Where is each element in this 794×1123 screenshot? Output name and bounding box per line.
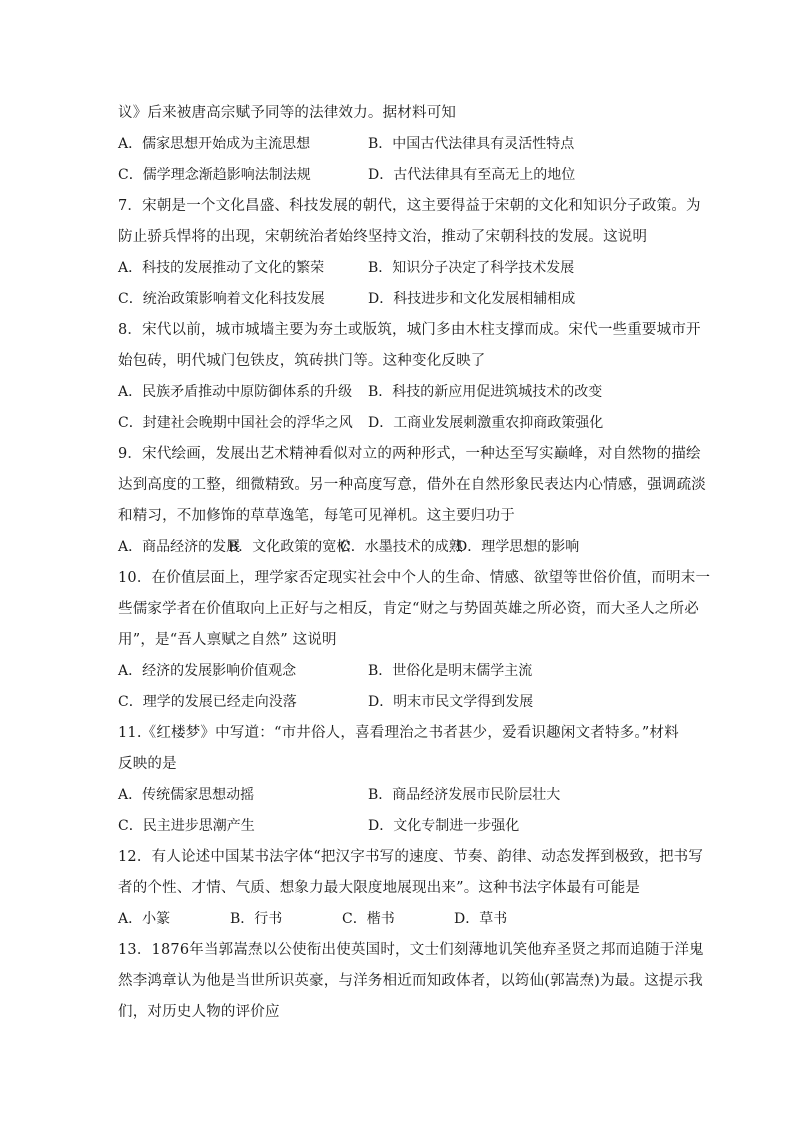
question-6-option-a: A．儒家思想开始成为主流思想 [118,136,311,152]
question-10-option-c: C．理学的发展已经走向没落 [118,694,297,710]
question-12-option-b: B．行书 [230,911,283,927]
question-7-options-row-2 [118,284,678,315]
question-9-options-row [118,532,678,563]
question-10-option-b: B．世俗化是明末儒学主流 [368,663,533,679]
question-13-stem-line-3: 们，对历史人物的评价应 [118,1004,280,1020]
question-8-option-b: B．科技的新应用促进筑城技术的改变 [368,384,603,400]
question-6-option-d: D．古代法律具有至高无上的地位 [368,167,576,183]
question-6-option-c: C．儒学理念渐趋影响法制法规 [118,167,311,183]
question-8-options-row-2 [118,408,678,439]
question-7-option-c: C．统治政策影响着文化科技发展 [118,291,325,307]
question-10-stem-line-3: 用”，是“吾人禀赋之自然” 这说明 [118,632,337,648]
question-9-option-c: C．水墨技术的成熟 [340,539,463,555]
question-13-stem-line-2: 然李鸿章认为他是当世所识英豪，与洋务相近而知政体者，以筠仙(郭嵩焘)为最。这提示我 [118,973,704,989]
question-8-options-row-1 [118,377,678,408]
question-11-options-row-2 [118,811,678,842]
question-10-option-a: A．经济的发展影响价值观念 [118,663,297,679]
question-6-options-row-1 [118,129,678,160]
question-7-stem-line-1: 7．宋朝是一个文化昌盛、科技发展的朝代，这主要得益于宋朝的文化和知识分子政策。为 [118,198,701,214]
question-8-option-d: D．工商业发展刺激重农抑商政策强化 [368,415,604,431]
question-11-stem-line-1: 11.《红楼梦》中写道：“市井俗人，喜看理治之书者甚少，爱看识趣闲文者特多。”材料 [118,725,679,741]
question-11-option-c: C．民主进步思潮产生 [118,818,255,834]
question-11-option-d: D．文化专制进一步强化 [368,818,520,834]
question-6-stem-end: 议》后来被唐高宗赋予同等的法律效力。据材料可知 [118,105,457,121]
question-9-stem-line-2: 达到高度的工整，细微精致。另一种高度写意，借外在自然形象民表达内心情感，强调疏淡 [118,477,706,493]
question-11-option-a: A．传统儒家思想动摇 [118,787,255,803]
question-11-stem-line-2: 反映的是 [118,756,177,772]
question-13-stem-line-1: 13．1876年当郭嵩焘以公使衔出使英国时，文士们刻薄地讥笑他弃圣贤之邦而追随于洋鬼 [118,942,704,958]
question-10-stem-line-2: 些儒家学者在价值取向上正好与之相反，肯定“财之与势固英雄之所必资，而大圣人之所必 [118,601,699,617]
question-7-stem-line-2: 防止骄兵悍将的出现，宋朝统治者始终坚持文治，推动了宋朝科技的发展。这说明 [118,229,648,245]
question-8-stem-line-1: 8．宋代以前，城市城墙主要为夯土或版筑，城门多由木柱支撑而成。宋代一些重要城市开 [118,322,701,338]
question-12-option-a: A．小篆 [118,911,171,927]
question-8-option-a: A．民族矛盾推动中原防御体系的升级 [118,384,353,400]
question-7-options-row-1 [118,253,678,284]
question-12-stem-line-1: 12．有人论述中国某书法字体“把汉字书写的速度、节奏、韵律、动态发挥到极致，把书写 [118,849,704,865]
question-11-options-row-1 [118,780,678,811]
question-9-option-b: B．文化政策的宽松 [228,539,351,555]
question-8-option-c: C．封建社会晚期中国社会的浮华之风 [118,415,353,431]
question-12-options-row [118,904,678,935]
question-7-option-a: A．科技的发展推动了文化的繁荣 [118,260,325,276]
question-10-options-row-2 [118,687,678,718]
question-7-option-b: B．知识分子决定了科学技术发展 [368,260,575,276]
question-12-option-d: D．草书 [454,911,508,927]
question-6-option-b: B．中国古代法律具有灵活性特点 [368,136,575,152]
question-10-stem-line-1: 10．在价值层面上，理学家否定现实社会中个人的生命、情感、欲望等世俗价值，而明末一 [118,570,711,586]
question-7-option-d: D．科技进步和文化发展相辅相成 [368,291,576,307]
question-10-option-d: D．明末市民文学得到发展 [368,694,534,710]
exam-page [118,98,711,1028]
question-12-option-c: C．楷书 [342,911,395,927]
question-12-stem-line-2: 者的个性、才情、气质、想象力最大限度地展现出来”。这种书法字体最有可能是 [118,880,641,896]
question-6-options-row-2 [118,160,678,191]
question-9-stem-line-3: 和精习，不加修饰的草草逸笔，每笔可见禅机。这主要归功于 [118,508,515,524]
question-11-option-b: B．商品经济发展市民阶层壮大 [368,787,561,803]
question-9-option-d: D．理学思想的影响 [456,539,580,555]
question-8-stem-line-2: 始包砖，明代城门包铁皮，筑砖拱门等。这种变化反映了 [118,353,486,369]
question-9-option-a: A．商品经济的发展 [118,539,241,555]
question-9-stem-line-1: 9．宋代绘画，发展出艺术精神看似对立的两种形式，一种达至写实巅峰，对自然物的描绘 [118,446,701,462]
question-10-options-row-1 [118,656,678,687]
